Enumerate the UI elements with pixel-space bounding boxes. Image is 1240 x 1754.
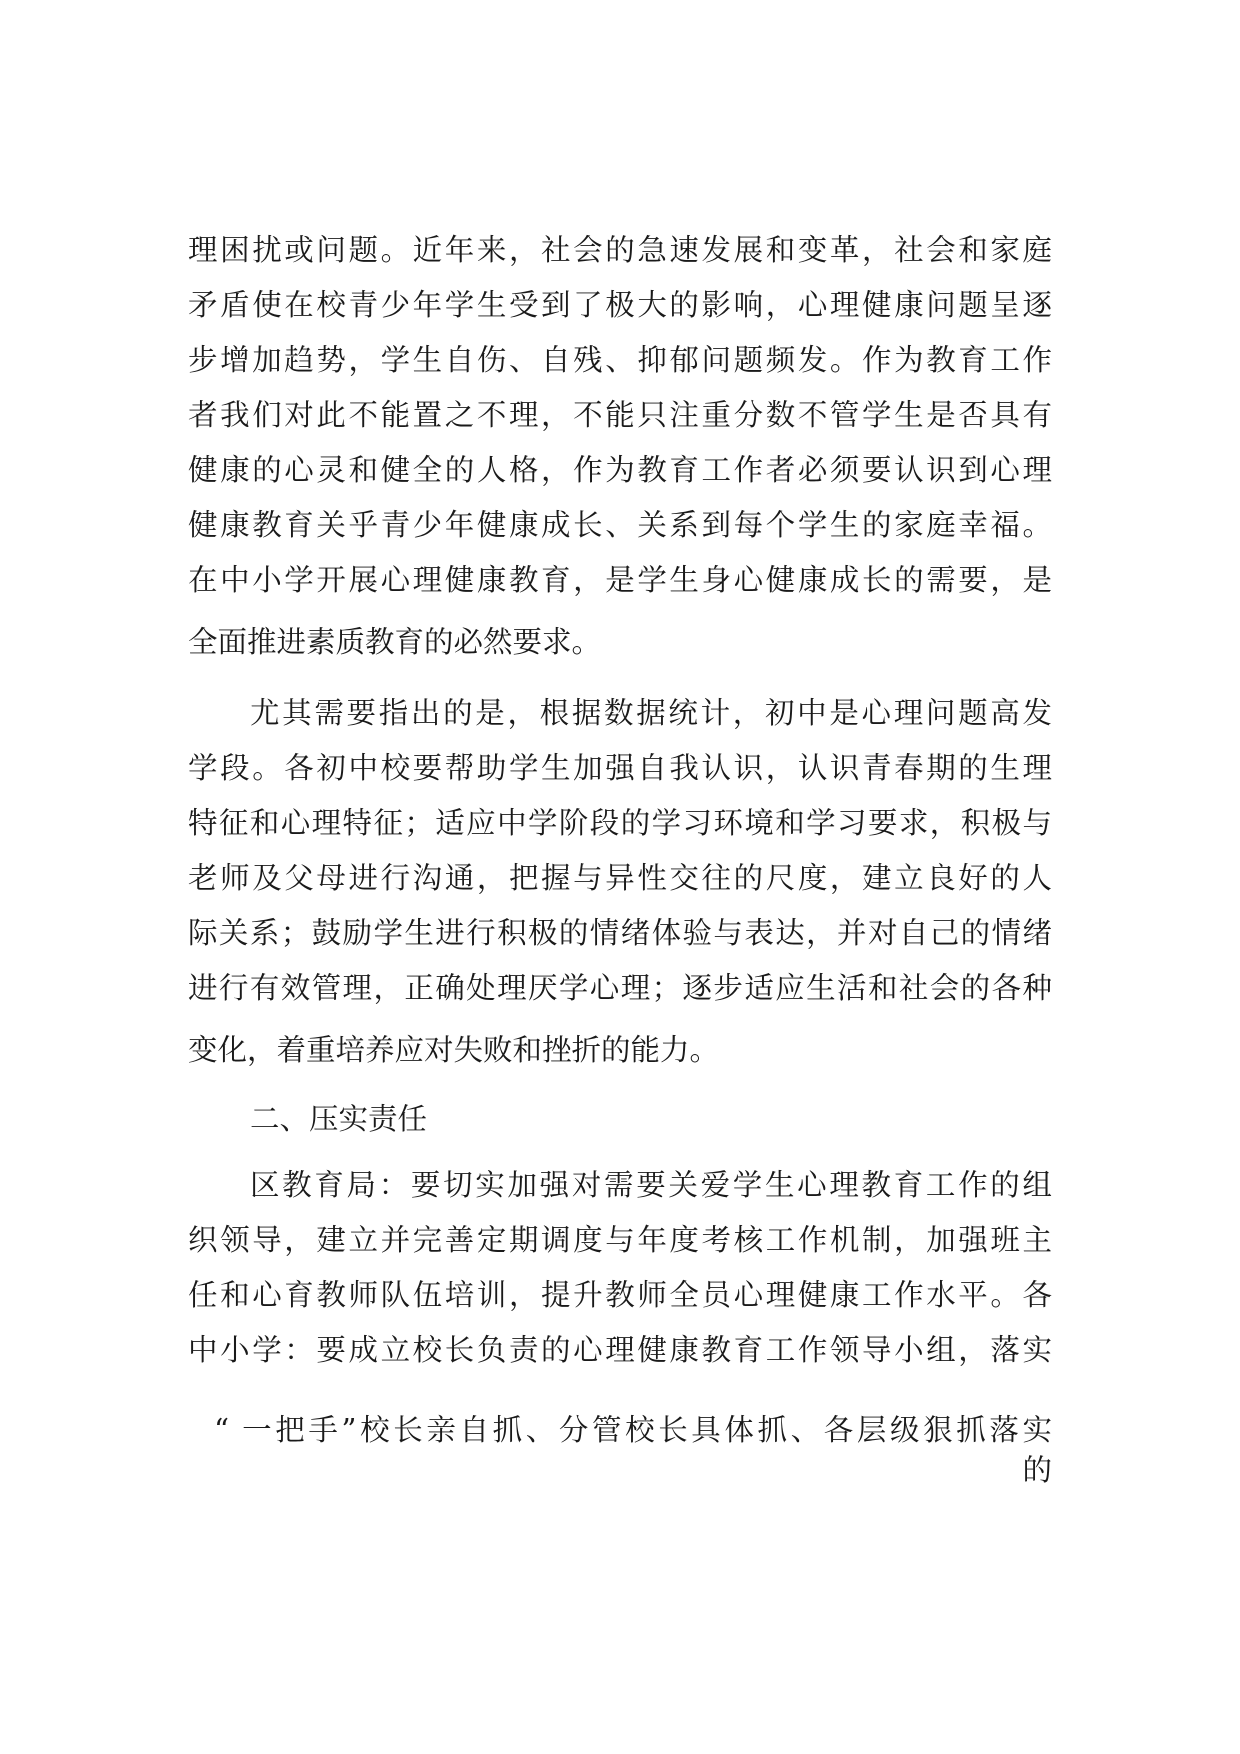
paragraph-2-line-7: 变化，着重培养应对失败和挫折的能力。 [188, 1033, 720, 1067]
paragraph-3-line-3: 任和心育教师队伍培训，提升教师全员心理健康工作水平。各 [188, 1278, 1052, 1312]
paragraph-1-line-2: 矛盾使在校青少年学生受到了极大的影响，心理健康问题呈逐 [188, 288, 1052, 322]
section-heading: 二、压实责任 [250, 1102, 428, 1136]
paragraph-2-line-4: 老师及父母进行沟通，把握与异性交往的尺度，建立良好的人 [188, 861, 1052, 895]
paragraph-2-line-1: 尤其需要指出的是，根据数据统计，初中是心理问题高发 [250, 696, 1052, 730]
paragraph-1-line-5: 健康的心灵和健全的人格，作为教育工作者必须要认识到心理 [188, 453, 1052, 487]
paragraph-1-line-7: 在中小学开展心理健康教育，是学生身心健康成长的需要，是 [188, 563, 1052, 597]
paragraph-2-line-6: 进行有效管理，正确处理厌学心理；逐步适应生活和社会的各种 [188, 971, 1052, 1005]
paragraph-2-line-2: 学段。各初中校要帮助学生加强自我认识，认识青春期的生理 [188, 751, 1052, 785]
paragraph-3-line-1: 区教育局：要切实加强对需要关爱学生心理教育工作的组 [250, 1168, 1052, 1202]
paragraph-1-line-6: 健康教育关乎青少年健康成长、关系到每个学生的家庭幸福。 [188, 508, 1052, 542]
paragraph-2-line-5: 际关系；鼓励学生进行积极的情绪体验与表达，并对自己的情绪 [188, 916, 1052, 950]
paragraph-2-line-3: 特征和心理特征；适应中学阶段的学习环境和学习要求，积极与 [188, 806, 1052, 840]
paragraph-3-line-4: 中小学：要成立校长负责的心理健康教育工作领导小组，落实 [188, 1333, 1052, 1367]
paragraph-3-line-2: 织领导，建立并完善定期调度与年度考核工作机制，加强班主 [188, 1223, 1052, 1257]
paragraph-1-line-4: 者我们对此不能置之不理，不能只注重分数不管学生是否具有 [188, 398, 1052, 432]
paragraph-3-line-6: 的 [1022, 1453, 1052, 1487]
paragraph-1-line-3: 步增加趋势，学生自伤、自残、抑郁问题频发。作为教育工作 [188, 343, 1052, 377]
paragraph-1-line-8: 全面推进素质教育的必然要求。 [188, 625, 602, 659]
paragraph-1-line-1: 理困扰或问题。近年来，社会的急速发展和变革，社会和家庭 [188, 233, 1052, 267]
paragraph-3-line-5: “ 一把手”校长亲自抓、分管校长具体抓、各层级狠抓落实 [214, 1413, 1052, 1447]
